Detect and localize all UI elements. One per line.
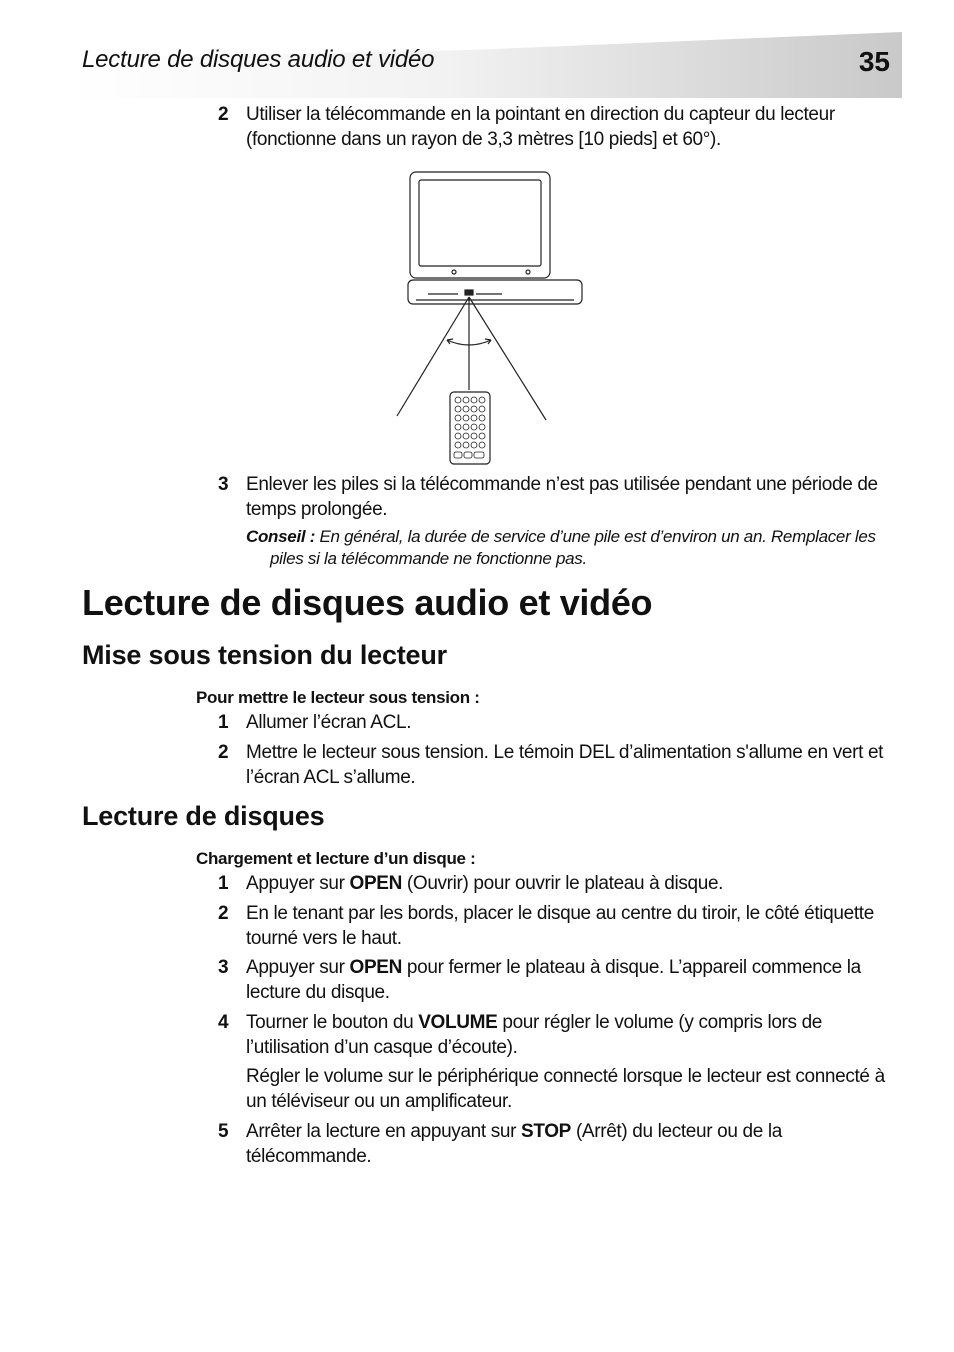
volume-note: Régler le volume sur le périphérique connecté lorsque le lecteur est connecté à un téléviseur ou un amplificateur.	[246, 1066, 885, 1112]
step-text: Tourner le bouton du VOLUME pour régler le volume (y compris lors de l’utilisation d’un casque d’écoute).	[246, 1012, 823, 1058]
power-step-1	[218, 710, 908, 735]
step-number: 2	[218, 104, 229, 125]
step-number: 3	[218, 474, 229, 495]
play-step-1	[218, 871, 908, 896]
step-number: 1	[218, 712, 229, 733]
player-screen	[419, 180, 541, 266]
play-step-2	[218, 901, 908, 951]
tip-text: En général, la durée de service d’une pile est d’environ un an. Remplacer les piles si la télécommande ne fonctionne pas.	[270, 527, 876, 568]
section-title: Lecture de disques audio et vidéo	[82, 582, 653, 623]
step-text: Enlever les piles si la télécommande n’est pas utilisée pendant une période de temps prolongée.	[246, 474, 878, 520]
power-on-procedure: Pour mettre le lecteur sous tension :	[196, 688, 480, 707]
open-keyword: OPEN	[349, 957, 402, 978]
player-lid	[410, 172, 550, 278]
volume-keyword: VOLUME	[418, 1012, 498, 1033]
tip-label: Conseil :	[246, 527, 316, 546]
play-step-5	[218, 1119, 908, 1169]
intro-step-3	[218, 472, 908, 522]
player-remote-illustration	[390, 168, 590, 468]
step-number: 1	[218, 873, 229, 894]
intro-step-2	[218, 102, 908, 152]
step-text: Utiliser la télécommande en la pointant en direction du capteur du lecteur (fonctionne dans un rayon de 3,3 mètres [10 pieds] et 60°).	[246, 104, 835, 150]
step-text: En le tenant par les bords, placer le disque au centre du tiroir, le côté étiquette tourné vers le haut.	[246, 903, 874, 949]
header-title: Lecture de disques audio et vidéo	[82, 46, 435, 73]
signal-line-left	[397, 297, 469, 416]
stop-keyword: STOP	[521, 1121, 572, 1142]
power-step-2	[218, 740, 908, 790]
playing-procedure: Chargement et lecture d’un disque :	[196, 849, 476, 868]
step-number: 2	[218, 742, 229, 763]
play-step-3	[218, 955, 908, 1005]
step-number: 4	[218, 1012, 229, 1033]
step-text: Arrêter la lecture en appuyant sur STOP (Arrêt) du lecteur ou de la télécommande.	[246, 1121, 782, 1167]
step-number: 5	[218, 1121, 229, 1142]
playing-heading: Lecture de disques	[82, 801, 325, 831]
tip-note	[246, 526, 910, 570]
power-on-heading: Mise sous tension du lecteur	[82, 640, 447, 670]
step-text: Mettre le lecteur sous tension. Le témoin DEL d’alimentation s'allume en vert et l’écran ACL s’allume.	[246, 742, 884, 788]
step-number: 2	[218, 903, 229, 924]
page-number: 35	[858, 46, 890, 77]
page-header	[70, 32, 902, 98]
sensor	[465, 290, 473, 295]
signal-line-right	[469, 297, 546, 420]
play-step-4	[218, 1010, 908, 1060]
step-text: Allumer l’écran ACL.	[246, 712, 412, 733]
open-keyword: OPEN	[349, 873, 402, 894]
step-text: Appuyer sur OPEN (Ouvrir) pour ouvrir le plateau à disque.	[246, 873, 724, 894]
step-text: Appuyer sur OPEN pour fermer le plateau à disque. L’appareil commence la lecture du disque.	[246, 957, 861, 1003]
step-number: 3	[218, 957, 229, 978]
